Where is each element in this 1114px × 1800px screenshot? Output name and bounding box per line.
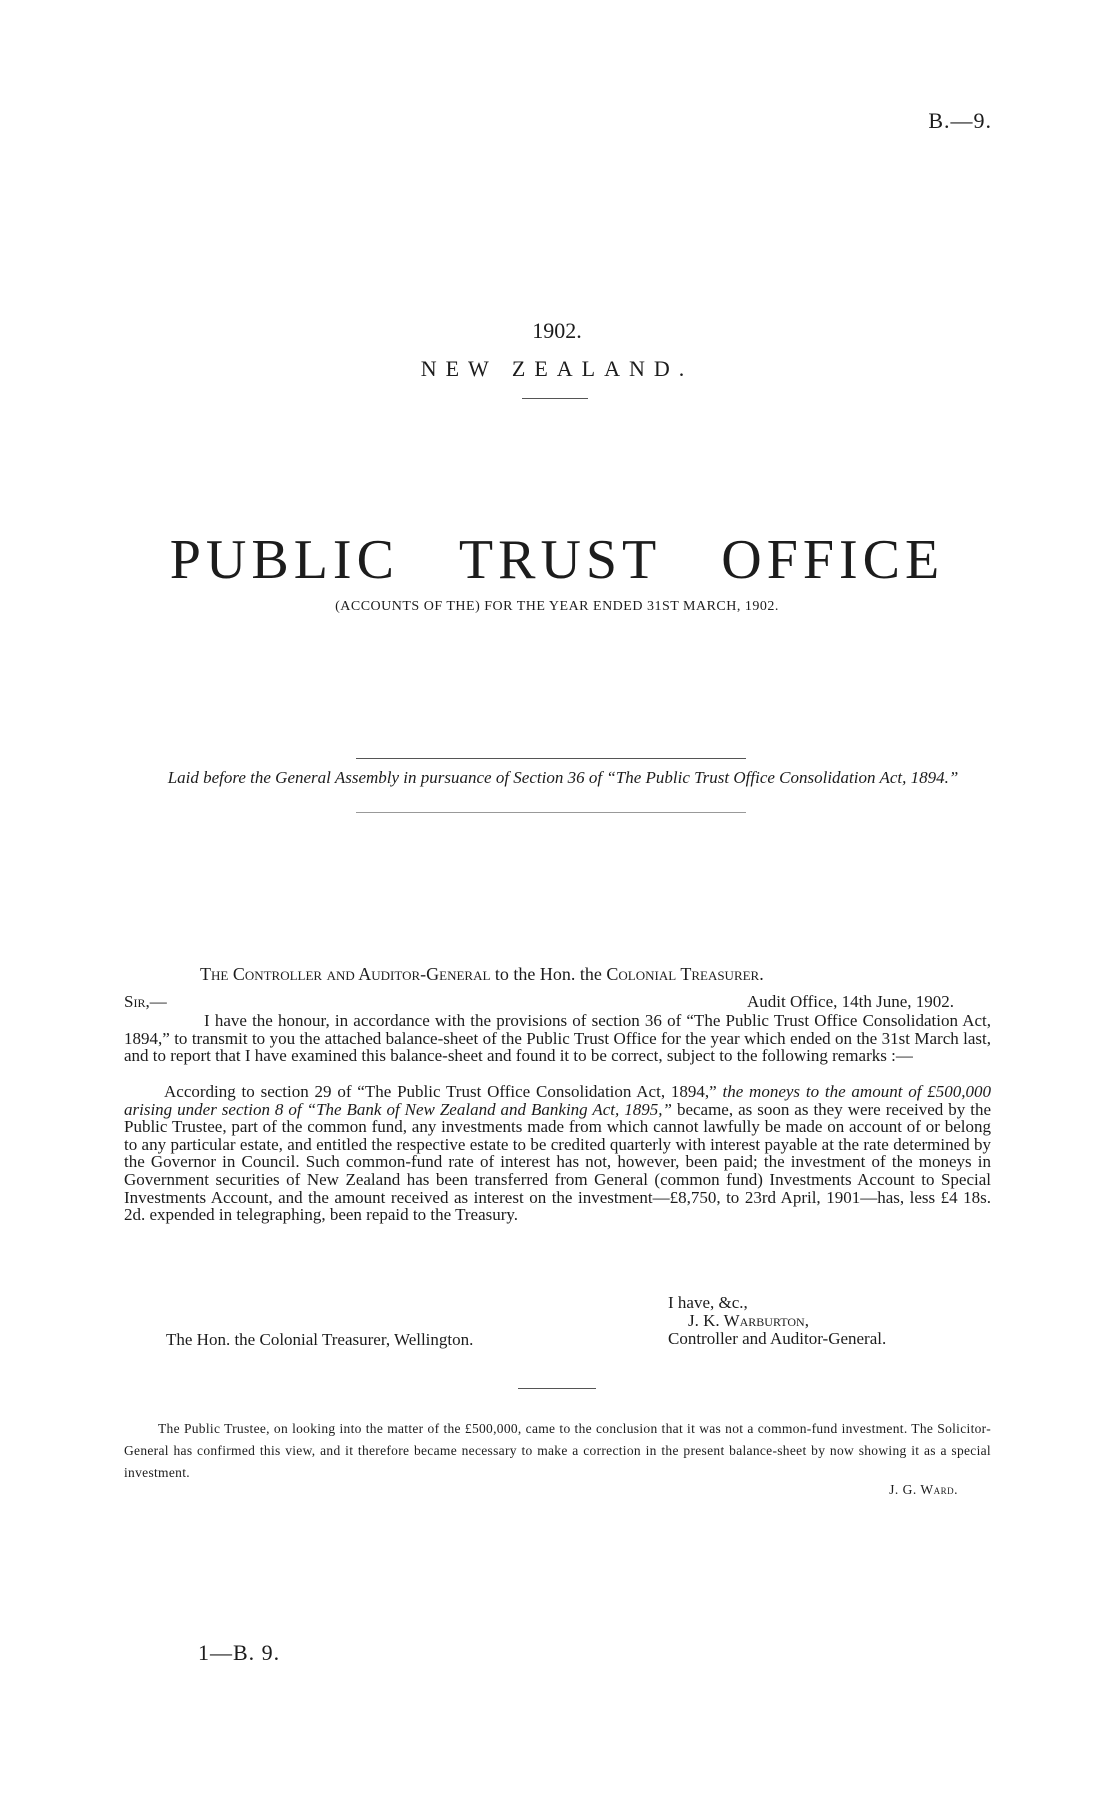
signatory-name: J. K. Warburton, xyxy=(688,1311,809,1330)
letter-heading xyxy=(200,964,764,985)
divider-rule xyxy=(522,398,588,399)
closing-line: I have, &c., xyxy=(668,1293,748,1312)
paragraph-text: became, as soon as they were received by the Public Trustee, part of the common fund, any investments made from which cannot lawfully be made on account of or belong to any particular estate, and entitled the respective estate to be credited quarterly with interest payable at the rate determined by the Governor in Council. Such common-fund rate of interest has not, however, been paid; the investment of the moneys in Government securities of New Zealand has been transferred from General (common fund) Investments Account to Special Investments Account, and the amount received as interest on the investment—£8,750, to 23rd April, 1901—has, less £4 18s. 2d. expended in telegraphing, been repaid to the Treasury. xyxy=(124,1099,991,1225)
letter-heading-connector: to the Hon. the xyxy=(494,964,602,984)
page-number: 1—B. 9. xyxy=(198,1640,281,1665)
divider-rule xyxy=(518,1388,596,1389)
paragraph-text: According to section 29 of “The Public Trust Office Consolidation Act, 1894,” xyxy=(164,1082,717,1101)
divider-rule xyxy=(356,812,746,813)
letter-paragraph: I have the honour, in accordance with the provisions of section 36 of “The Public Trust Office Consolidation Act, 1894,” to transmit to you the attached balance-sheet of the Public Trust Office for the year which ended on the 31st March last, and to report that I have examined this balance-sheet and found it to be correct, subject to the following remarks :— xyxy=(124,1011,991,1066)
paragraph-italic-text: the moneys to the amount of £500,000 arising under section 8 of “The Bank of New Zealand and Banking Act, 1895,” xyxy=(124,1082,992,1119)
letter-sender: The Controller and Auditor-General xyxy=(200,964,491,984)
letter-recipient: Colonial Treasurer. xyxy=(606,964,764,984)
signatory-title: Controller and Auditor-General. xyxy=(668,1329,887,1348)
dateline: Audit Office, 14th June, 1902. xyxy=(747,992,954,1011)
divider-rule xyxy=(356,758,746,759)
salutation: Sir,— xyxy=(124,992,167,1011)
laid-before-notice: Laid before the General Assembly in pursuance of Section 36 of “The Public Trust Office Consolidation Act, 1894.” xyxy=(167,768,959,787)
footnote-paragraph: The Public Trustee, on looking into the matter of the £500,000, came to the conclusion that it was not a common-fund investment. The Solicitor-General has confirmed this view, and it therefore became necessary to make a correction in the present balance-sheet by now showing it as a special investment. xyxy=(124,1421,991,1480)
footnote-signatory: J. G. Ward. xyxy=(889,1482,958,1497)
document-year: 1902. xyxy=(532,318,582,343)
document-subtitle: (ACCOUNTS OF THE) FOR THE YEAR ENDED 31ST MARCH, 1902. xyxy=(335,599,779,614)
document-title: PUBLIC TRUST OFFICE xyxy=(169,529,945,591)
letter-paragraph xyxy=(124,1083,991,1224)
addressee: The Hon. the Colonial Treasurer, Wellington. xyxy=(166,1330,474,1349)
country-heading: NEW ZEALAND. xyxy=(420,356,694,381)
page-reference: B.—9. xyxy=(928,108,992,133)
